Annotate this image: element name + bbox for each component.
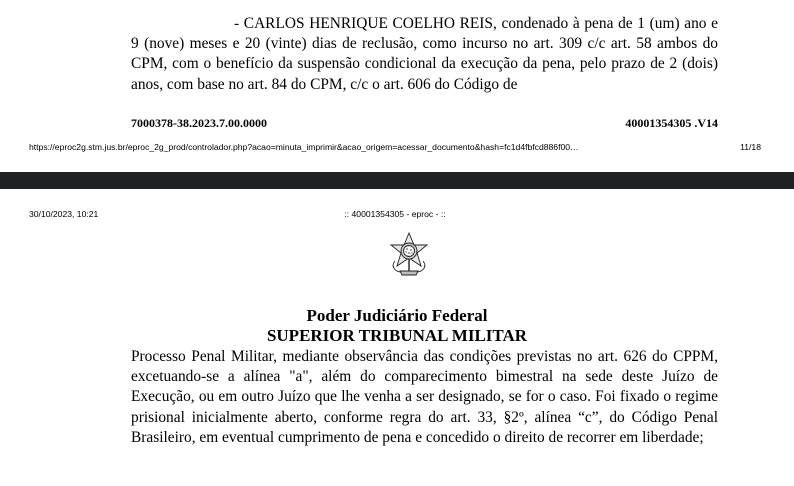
- document-version: 40001354305 .V14: [625, 116, 718, 130]
- upper-page: [0, 0, 794, 172]
- process-number: 7000378-38.2023.7.00.0000: [131, 116, 267, 130]
- print-title: :: 40001354305 - eproc - ::: [344, 209, 446, 219]
- print-date: 30/10/2023, 10:21: [29, 209, 99, 219]
- brazil-coat-of-arms-icon: [386, 231, 432, 277]
- print-url: https://eproc2g.stm.jus.br/eproc_2g_prod/controlador.php?acao=minuta_imprimir&acao_origem=acessar_documento&hash=fc1d4fbfcd886f00…: [29, 142, 579, 152]
- sentence-continuation-paragraph: Processo Penal Militar, mediante observância das condições previstas no art. 626 do CPPM, excetuando-se a alínea "a", além do comparecimento bimestral na sede deste Juízo de Execução, ou em outro Juízo que lhe venha a ser designado, se for o caso. Foi fixado o regime prisional inicialmente aberto, conforme regra do art. 33, §2º, alínea “c”, do Código Penal Brasileiro, em eventual cumprimento de pena e concedido o direito de recorrer em liberdade;: [131, 348, 718, 446]
- document-footer: [131, 116, 718, 131]
- court-name: Poder Judiciário Federal: [306, 306, 488, 325]
- lower-page: [0, 189, 794, 486]
- print-footer: [29, 142, 761, 152]
- sentence-paragraph: - CARLOS HENRIQUE COELHO REIS, condenado à pena de 1 (um) ano e 9 (nove) meses e 20 (vinte) dias de reclusão, como incurso no art. 309 c/c art. 58 ambos do CPM, com o benefício da suspensão condicional da execução da pena, pelo prazo de 2 (dois) anos, com base no art. 84 do CPM, c/c o art. 606 do Código de: [131, 15, 718, 93]
- page-number: 11/18: [740, 142, 761, 152]
- court-title: SUPERIOR TRIBUNAL MILITAR: [266, 326, 528, 345]
- page-separator: [0, 172, 794, 189]
